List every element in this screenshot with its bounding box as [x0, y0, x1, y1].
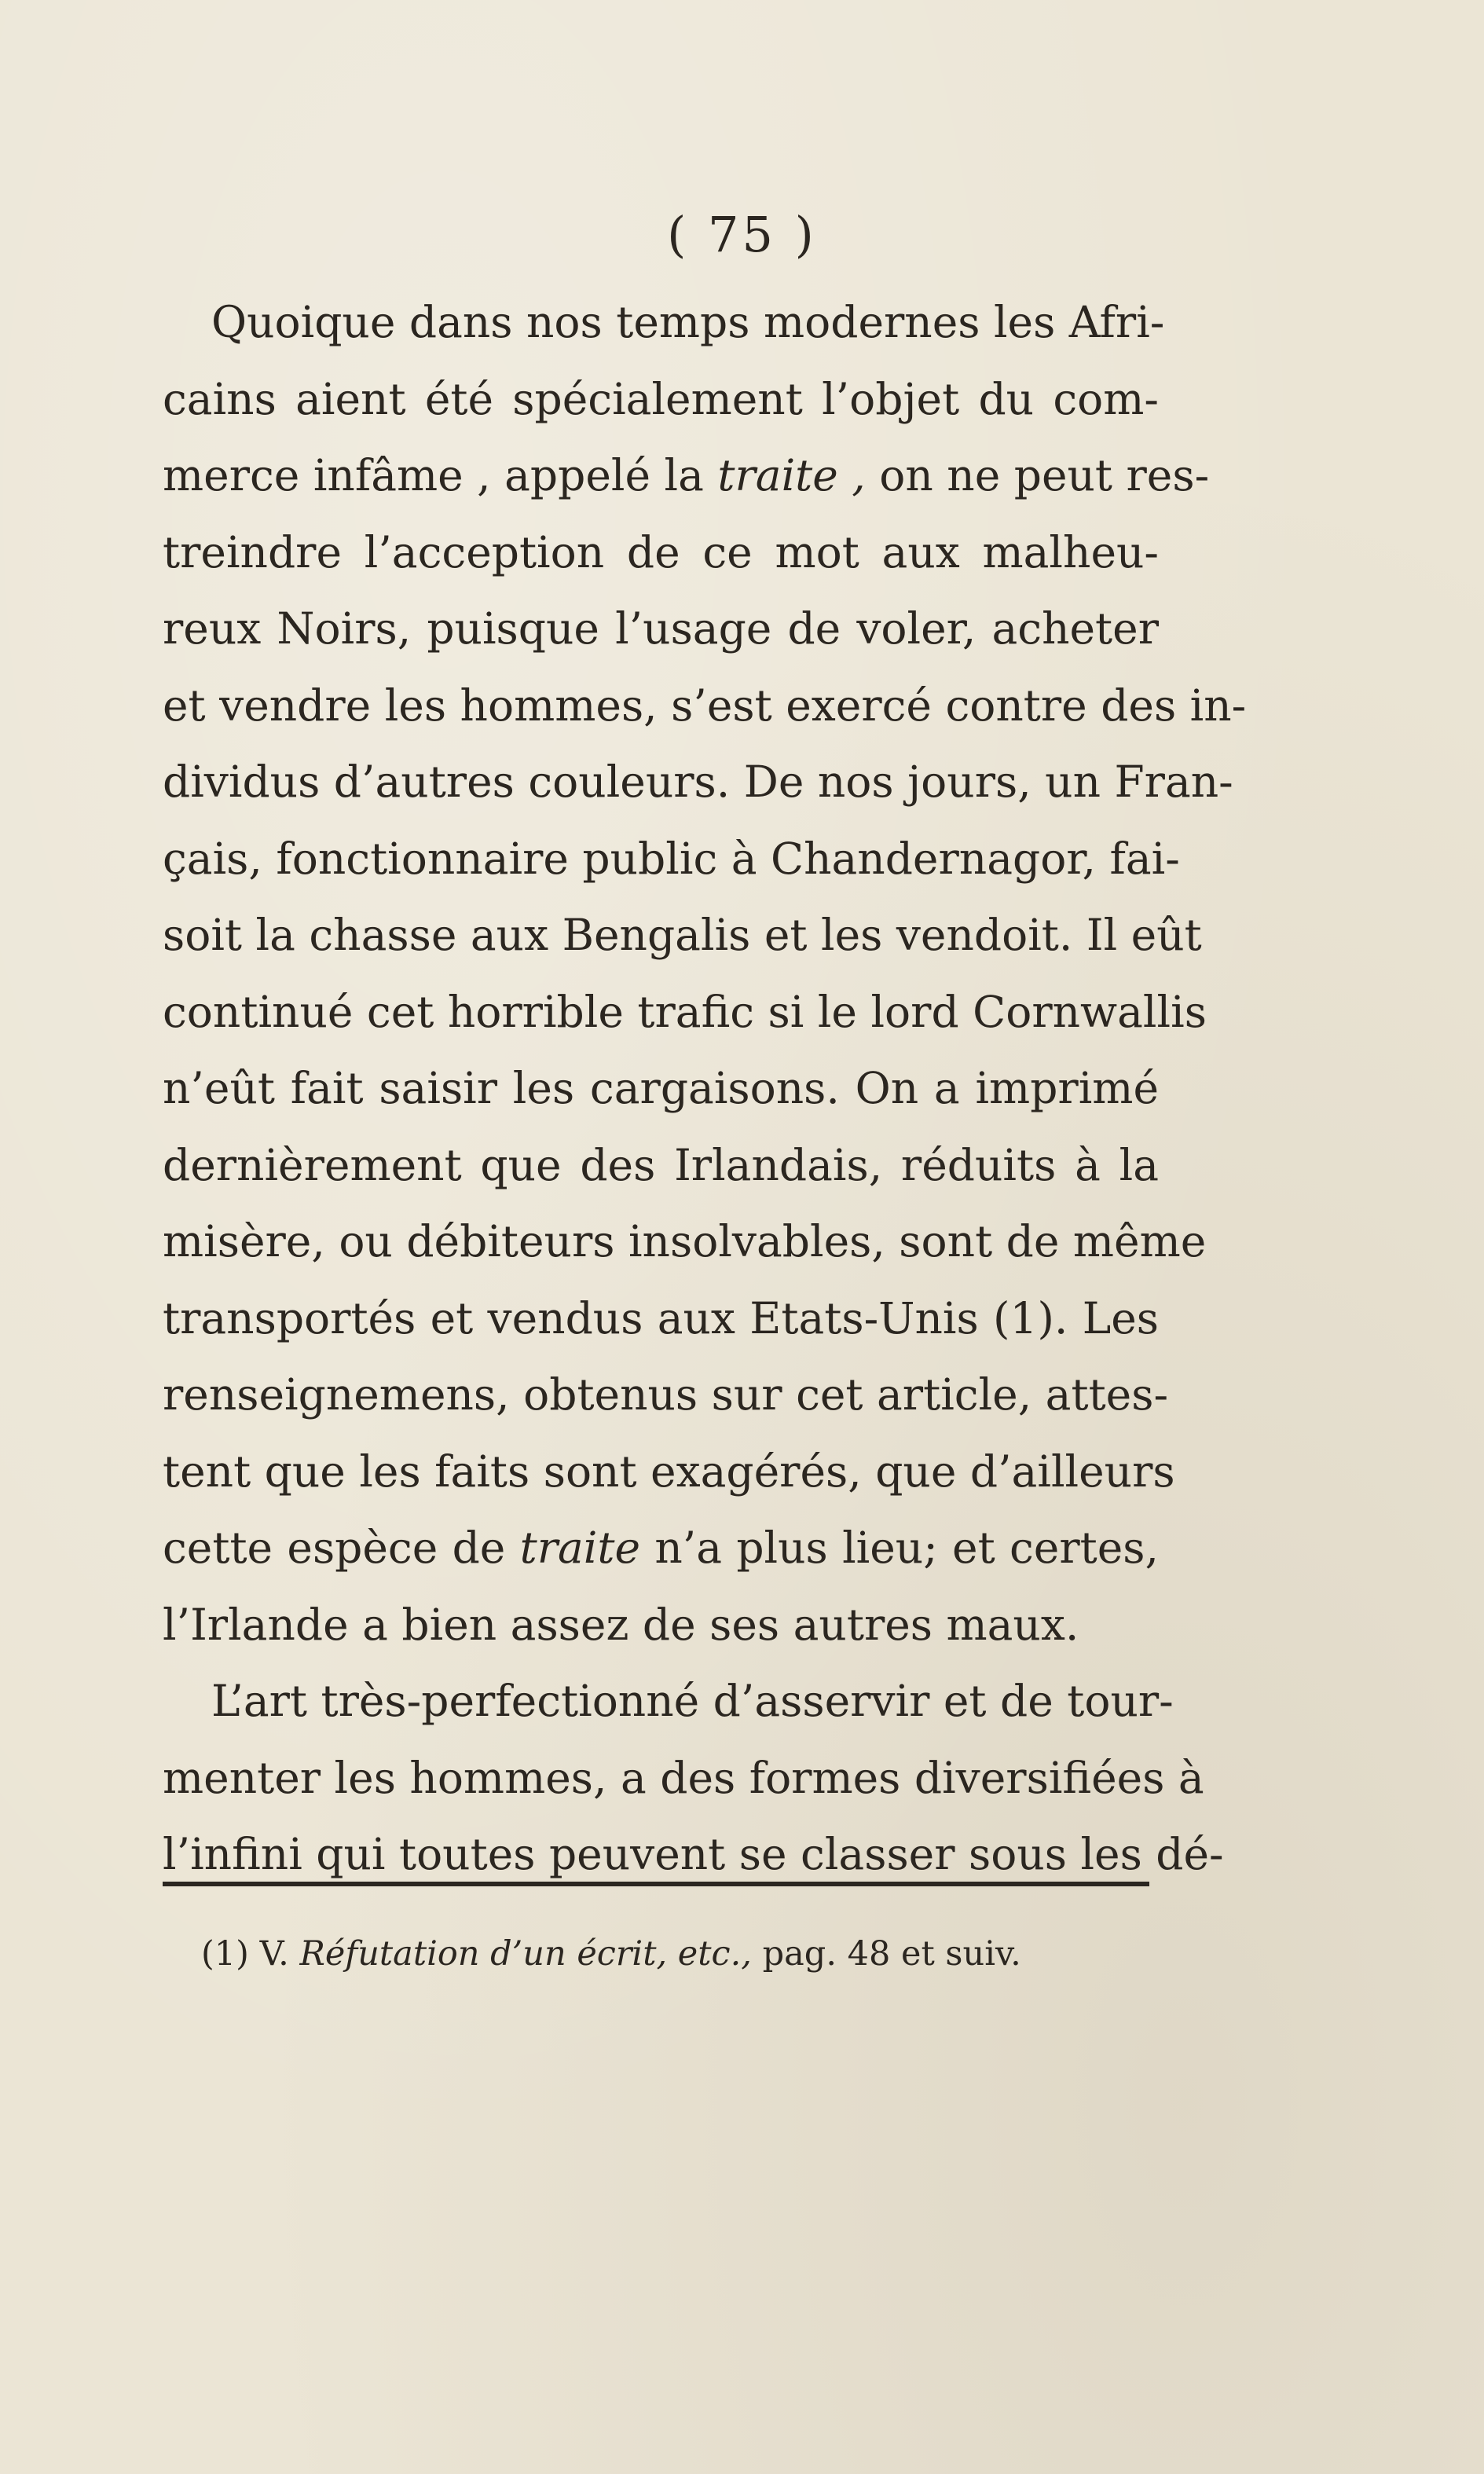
text-line: [163, 974, 1207, 1051]
text-line: [163, 821, 1180, 898]
footnote-marker: (1) V.: [201, 1934, 289, 1974]
italic-term: traite: [519, 1523, 641, 1573]
text-segment: l’infini qui toutes peuvent se classer sous les dé-: [163, 1829, 1224, 1879]
text-segment: L’art très-perfectionné d’asservir et de tour-: [211, 1676, 1174, 1726]
text-segment: dernièrement que des Irlandais, réduits à la: [163, 1139, 1159, 1190]
text-line: [163, 1357, 1169, 1434]
main-text-block: [163, 284, 1247, 1893]
text-segment: renseignemens, obtenus sur cet article, attes-: [163, 1369, 1169, 1420]
text-line: [163, 591, 1159, 668]
text-segment: treindre l’acception de ce mot aux malheu-: [163, 526, 1159, 577]
text-segment: çais, fonctionnaire public à Chandernagor, fai-: [163, 833, 1180, 884]
text-line: [163, 744, 1233, 821]
text-line: [163, 1127, 1159, 1204]
text-segment: reux Noirs, puisque l’usage de voler, acheter: [163, 603, 1159, 654]
text-segment: on ne peut res-: [865, 450, 1210, 500]
italic-term: traite ,: [717, 450, 866, 500]
text-segment: misère, ou débiteurs insolvables, sont de même: [163, 1216, 1207, 1266]
text-segment: et vendre les hommes, s’est exercé contre des in-: [163, 680, 1247, 731]
text-line: [163, 1434, 1175, 1511]
footnote-reference: pag. 48 et suiv.: [762, 1934, 1021, 1974]
text-segment: menter les hommes, a des formes diversifiées à: [163, 1752, 1204, 1803]
text-line: [163, 438, 1210, 515]
footnote-title: Réfutation d’un écrit, etc.,: [299, 1934, 752, 1974]
page-number: ( 75 ): [667, 206, 817, 263]
text-segment: n’eût fait saisir les cargaisons. On a imprimé: [163, 1063, 1159, 1113]
text-segment: dividus d’autres couleurs. De nos jours, un Fran-: [163, 757, 1233, 807]
text-line: [163, 515, 1159, 592]
text-segment: soit la chasse aux Bengalis et les vendoit. Il eût: [163, 910, 1202, 960]
text-segment: cains aient été spécialement l’objet du com-: [163, 373, 1159, 424]
footnote-separator-rule: [163, 1882, 1149, 1886]
text-line: [163, 668, 1247, 745]
text-segment: cette espèce de: [163, 1523, 520, 1573]
text-line: [163, 284, 1165, 361]
text-segment: transportés et vendus aux Etats-Unis (1). Les: [163, 1292, 1159, 1343]
text-line: [163, 1050, 1159, 1127]
text-line: [163, 1663, 1174, 1740]
text-line: [163, 1740, 1204, 1817]
text-line: [163, 1204, 1207, 1281]
text-line: [163, 361, 1159, 438]
text-line: [163, 1587, 1159, 1664]
text-segment: continué cet horrible trafic si le lord Cornwallis: [163, 986, 1207, 1037]
text-segment: tent que les faits sont exagérés, que d’ailleurs: [163, 1446, 1175, 1497]
text-segment: merce infâme , appelé la: [163, 450, 718, 500]
text-segment: l’Irlande a bien assez de ses autres maux.: [163, 1599, 1079, 1650]
text-line: [163, 897, 1202, 974]
text-line: [163, 1510, 1159, 1587]
text-segment: n’a plus lieu; et certes,: [640, 1523, 1159, 1573]
text-line: [163, 1281, 1159, 1358]
footnote: [201, 1934, 1021, 1974]
text-segment: Quoique dans nos temps modernes les Afri-: [211, 297, 1165, 347]
